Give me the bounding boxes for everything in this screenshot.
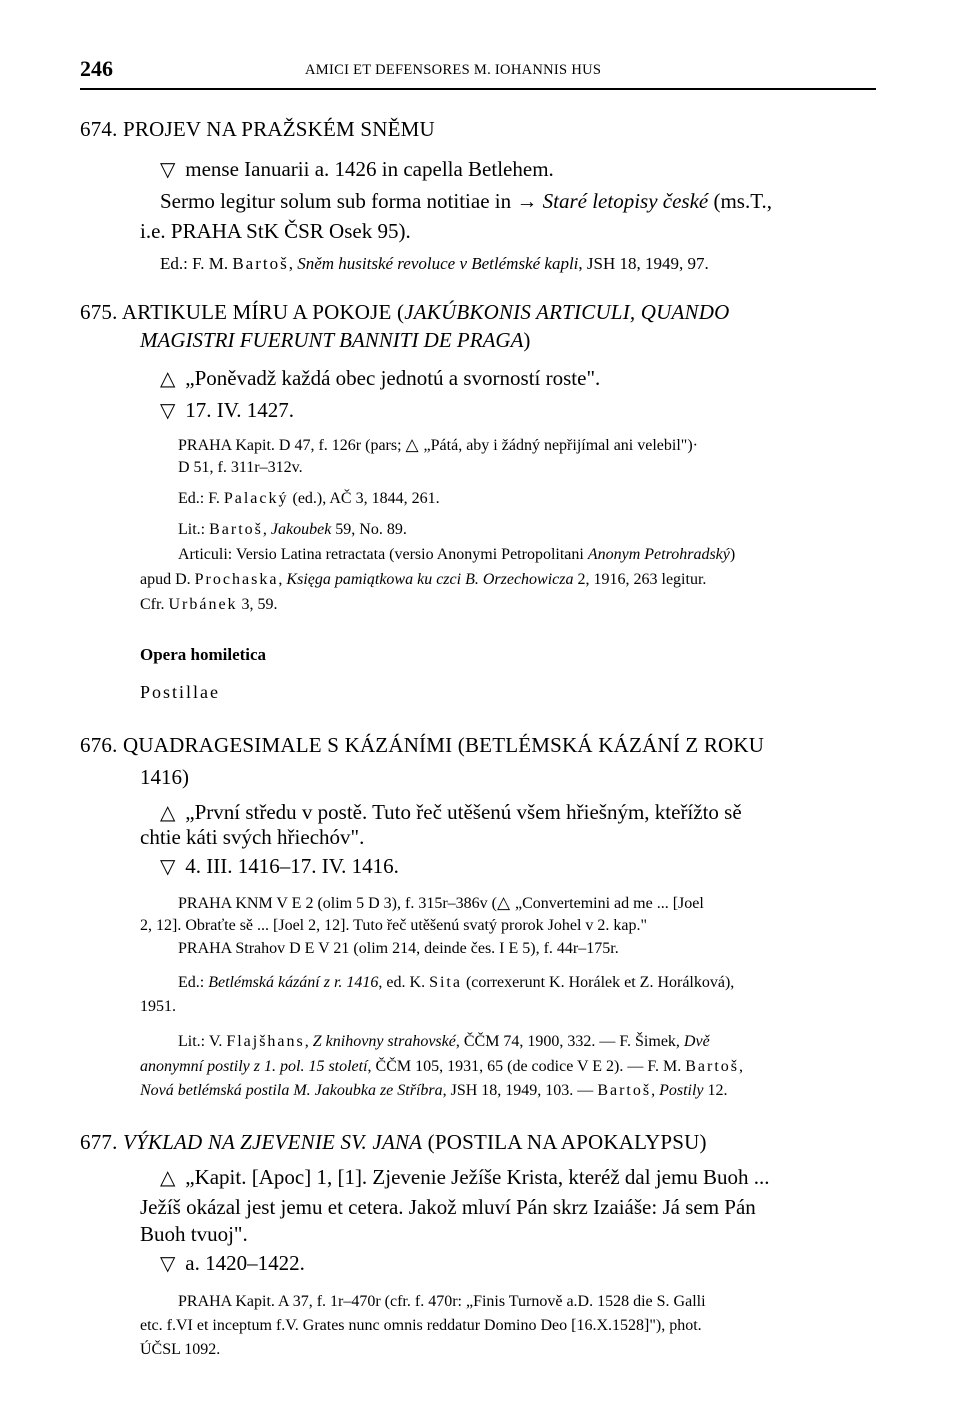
entry-677-manuscript-3: ÚČSL 1092. — [140, 1341, 221, 1358]
entry-674-sermo: Sermo legitur solum sub forma notitiae in → Staré letopisy české (ms.T., — [160, 189, 773, 213]
entry-674-date: ▽ mense Ianuarii a. 1426 in capella Betlehem. — [160, 157, 554, 181]
down-triangle-icon: ▽ — [160, 856, 176, 878]
entry-677-title: 677. VÝKLAD NA ZJEVENIE SV. JANA (POSTILA NA APOKALYPSU) — [80, 1130, 707, 1154]
up-triangle-icon: △ — [160, 802, 176, 824]
entry-675-articuli: Articuli: Versio Latina retractata (versio Anonymi Petropolitani Anonym Petrohradský) — [178, 546, 736, 563]
entry-676-edition: Ed.: Betlémská kázání z r. 1416, ed. K. Sita (correxerunt K. Horálek et Z. Horálková), — [178, 974, 735, 991]
entry-676-manuscript-3: PRAHA Strahov D E V 21 (olim 214, deinde čes. I E 5), f. 44r–175r. — [178, 940, 619, 957]
up-triangle-icon: △ — [160, 1167, 176, 1189]
entry-677-incipit: △ „Kapit. [Apoc] 1, [1]. Zjevenie Ježíše Krista, kteréž dal jemu Buoh ... — [160, 1165, 770, 1189]
entry-676-manuscript-2: 2, 12]. Obraťte sě ... [Joel 2, 12]. Tuto řeč utěšenú svatý prorok Johel v 2. kap." — [140, 917, 648, 934]
arrow-right-icon: → — [516, 189, 538, 213]
entry-676-title-cont: 1416) — [140, 765, 189, 789]
entry-675-title-cont: MAGISTRI FUERUNT BANNITI DE PRAGA) — [140, 328, 531, 352]
entry-676-incipit-cont: chtie káti svých hřiechóv". — [140, 825, 365, 849]
running-head: AMICI ET DEFENSORES M. IOHANNIS HUS — [305, 62, 602, 78]
entry-675-literature: Lit.: Bartoš, Jakoubek 59, No. 89. — [178, 521, 407, 538]
entry-676-edition-year: 1951. — [140, 998, 176, 1015]
entry-676-manuscript: PRAHA KNM V E 2 (olim 5 D 3), f. 315r–386v (△ „Convertemini ad me ... [Joel — [178, 893, 704, 912]
entry-676-literature-3: Nová betlémská postila M. Jakoubka ze Stříbra, JSH 18, 1949, 103. — Bartoš, Postily 12. — [140, 1082, 728, 1099]
entry-675-manuscript-2: D 51, f. 311r–312v. — [178, 459, 303, 476]
entry-675-cfr: Cfr. Urbánek 3, 59. — [140, 596, 278, 613]
entry-677-incipit-3: Buoh tvuoj". — [140, 1222, 248, 1246]
entry-674-title: 674. PROJEV NA PRAŽSKÉM SNĚMU — [80, 117, 435, 141]
up-triangle-icon: △ — [160, 368, 176, 390]
entry-676-date: ▽ 4. III. 1416–17. IV. 1416. — [160, 854, 399, 878]
down-triangle-icon: ▽ — [160, 400, 176, 422]
entry-675-incipit: △ „Poněvadž každá obec jednotú a svorností roste". — [160, 366, 601, 390]
entry-676-literature-2: anonymní postily z 1. pol. 15 století, ČČM 105, 1931, 65 (de codice V E 2). — F. M. Bartoš, — [140, 1058, 743, 1075]
entry-674-edition: Ed.: F. M. Bartoš, Sněm husitské revoluce v Betlémské kapli, JSH 18, 1949, 97. — [160, 254, 709, 273]
entry-677-incipit-2: Ježíš okázal jest jemu et cetera. Jakož mluví Pán skrz Izaiáše: Já sem Pán — [140, 1195, 756, 1219]
entry-676-literature: Lit.: V. Flajšhans, Z knihovny strahovské, ČČM 74, 1900, 332. — F. Šimek, Dvě — [178, 1033, 710, 1050]
entry-675-date: ▽ 17. IV. 1427. — [160, 398, 294, 422]
entry-675-edition: Ed.: F. Palacký (ed.), AČ 3, 1844, 261. — [178, 490, 440, 507]
entry-676-incipit: △ „První středu v postě. Tuto řeč utěšenú všem hřiešným, kteřížto sě — [160, 800, 742, 824]
entry-677-manuscript: PRAHA Kapit. A 37, f. 1r–470r (cfr. f. 470r: „Finis Turnově a.D. 1528 die S. Galli — [178, 1293, 706, 1310]
entry-675-title: 675. ARTIKULE MÍRU A POKOJE (JAKÚBKONIS ARTICULI, QUANDO — [80, 300, 730, 324]
entry-677-manuscript-2: etc. f.VI et inceptum f.V. Grates nunc omnis reddatur Domino Deo [16.X.1528]"), phot. — [140, 1317, 702, 1334]
down-triangle-icon: ▽ — [160, 159, 176, 181]
up-triangle-icon: △ — [496, 893, 511, 912]
entry-676-title: 676. QUADRAGESIMALE S KÁZÁNÍMI (BETLÉMSKÁ KÁZÁNÍ Z ROKU — [80, 733, 765, 757]
entry-675-manuscript: PRAHA Kapit. D 47, f. 126r (pars; △ „Pátá, aby i žádný nepřijímal ani velebil")· — [178, 435, 698, 454]
entry-674-sermo-cont: i.e. PRAHA StK ČSR Osek 95). — [140, 219, 411, 243]
entry-675-apud: apud D. Prochaska, Księga pamiątkowa ku czci B. Orzechowicza 2, 1916, 263 legitur. — [140, 571, 707, 588]
page-number: 246 — [80, 56, 113, 81]
entry-677-date: ▽ a. 1420–1422. — [160, 1251, 305, 1275]
up-triangle-icon: △ — [405, 435, 419, 454]
page-header — [80, 56, 875, 92]
section-heading-postillae: Postillae — [140, 682, 220, 702]
down-triangle-icon: ▽ — [160, 1253, 176, 1275]
section-heading-opera-homiletica: Opera homiletica — [140, 645, 267, 664]
header-rule — [80, 88, 876, 90]
